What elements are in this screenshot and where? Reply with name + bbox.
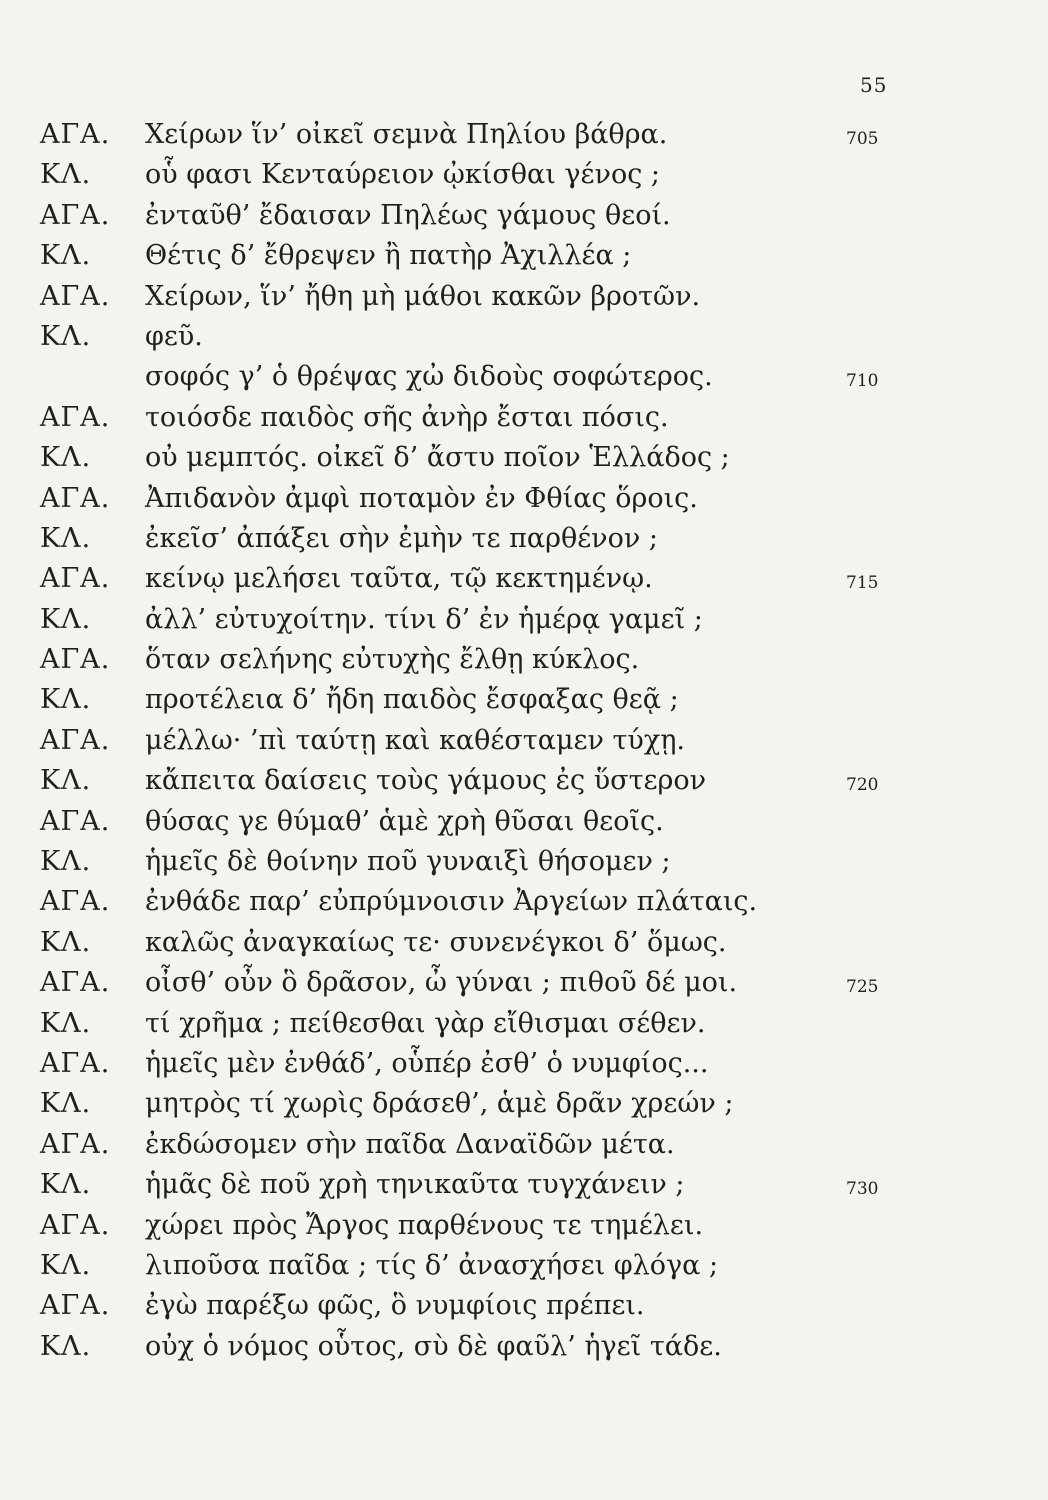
verse-line: [40, 438, 1010, 478]
line-number: 710: [846, 371, 879, 392]
verse-line: [40, 923, 1010, 963]
speaker-label: ΚΛ.: [40, 320, 92, 352]
verse-line: [40, 479, 1010, 519]
verse-text: ὅταν σελήνης εὐτυχὴς ἔλθῃ κύκλος.: [145, 644, 640, 676]
verse-line: [40, 1004, 1010, 1044]
speaker-label: ΚΛ.: [40, 684, 92, 716]
verse-text: οἶσθ’ οὖν ὃ δρᾶσον, ὦ γύναι ; πιθοῦ δέ μοι.: [145, 967, 738, 999]
verse-text: ἡμεῖς δὲ θοίνην ποῦ γυναιξὶ θήσομεν ;: [145, 846, 671, 878]
speaker-label: ΑΓΑ.: [40, 1290, 111, 1322]
verse-line: [40, 1084, 1010, 1124]
speaker-label: ΚΛ.: [40, 1088, 92, 1120]
verse-line: [40, 1206, 1010, 1246]
verse-line: [40, 963, 1010, 1003]
speaker-label: ΚΛ.: [40, 240, 92, 272]
verse-line: [40, 1246, 1010, 1286]
verse-line: [40, 640, 1010, 680]
verse-text: φεῦ.: [145, 320, 203, 352]
verse-text: λιποῦσα παῖδα ; τίς δ’ ἀνασχήσει φλόγα ;: [145, 1249, 719, 1281]
speaker-label: ΑΓΑ.: [40, 1128, 111, 1160]
verse-line: [40, 236, 1010, 276]
speaker-label: ΑΓΑ.: [40, 563, 111, 595]
line-number: 715: [846, 573, 879, 594]
verse-text: οὗ φασι Κενταύρειον ᾠκίσθαι γένος ;: [145, 159, 661, 191]
verse-text: ἐνθάδε παρ’ εὐπρύμνοισιν Ἀργείων πλάταις.: [145, 886, 758, 918]
speaker-label: ΚΛ.: [40, 1007, 92, 1039]
verse-line: [40, 277, 1010, 317]
verse-text: οὐ μεμπτός. οἰκεῖ δ’ ἄστυ ποῖον Ἑλλάδος ;: [145, 442, 730, 474]
speaker-label: ΑΓΑ.: [40, 1047, 111, 1079]
speaker-label: ΑΓΑ.: [40, 199, 111, 231]
speaker-label: ΚΛ.: [40, 1330, 92, 1362]
verse-text: τί χρῆμα ; πείθεσθαι γὰρ εἴθισμαι σέθεν.: [145, 1007, 706, 1039]
speaker-label: ΚΛ.: [40, 1249, 92, 1281]
verse-text: ἐνταῦθ’ ἔδαισαν Πηλέως γάμους θεοί.: [145, 199, 671, 231]
speaker-label: ΑΓΑ.: [40, 967, 111, 999]
speaker-label: ΚΛ.: [40, 765, 92, 797]
verse-text: προτέλεια δ’ ἤδη παιδὸς ἔσφαξας θεᾷ ;: [145, 684, 679, 716]
verse-line: [40, 680, 1010, 720]
verse-text: μέλλω· ’πὶ ταύτῃ καὶ καθέσταμεν τύχῃ.: [145, 724, 685, 756]
line-number: 725: [846, 977, 879, 998]
verse-line: [40, 882, 1010, 922]
verse-line: [40, 1165, 1010, 1205]
verse-line: [40, 196, 1010, 236]
verse-text: Θέτις δ’ ἔθρεψεν ἢ πατὴρ Ἀχιλλέα ;: [145, 240, 632, 272]
page-number: 55: [860, 73, 888, 97]
verse-text: ἡμᾶς δὲ ποῦ χρὴ τηνικαῦτα τυγχάνειν ;: [145, 1169, 685, 1201]
verse-text: ἐκεῖσ’ ἀπάξει σὴν ἐμὴν τε παρθένον ;: [145, 522, 658, 554]
verse-line: [40, 357, 1010, 397]
verse-text: ἡμεῖς μὲν ἐνθάδ’, οὗπέρ ἐσθ’ ὁ νυμφίος...: [145, 1047, 709, 1079]
speaker-label: ΑΓΑ.: [40, 886, 111, 918]
verse-text: τοιόσδε παιδὸς σῆς ἀνὴρ ἔσται πόσις.: [145, 401, 669, 433]
speaker-label: ΑΓΑ.: [40, 401, 111, 433]
verse-text: καλῶς ἀναγκαίως τε· συνενέγκοι δ’ ὅμως.: [145, 926, 727, 958]
verse-text: Χείρων ἵν’ οἰκεῖ σεμνὰ Πηλίου βάθρα.: [145, 119, 668, 150]
speaker-label: ΚΛ.: [40, 159, 92, 191]
verse-line: [40, 721, 1010, 761]
verse-text: χώρει πρὸς Ἄργος παρθένους τε τημέλει.: [145, 1209, 704, 1241]
verse-text: κείνῳ μελήσει ταῦτα, τῷ κεκτημένῳ.: [145, 563, 653, 595]
verse-line: [40, 1327, 1010, 1367]
verse-line: [40, 115, 1010, 155]
speaker-label: ΚΛ.: [40, 603, 92, 635]
line-number: 705: [846, 129, 879, 149]
verse-line: [40, 317, 1010, 357]
speaker-label: ΑΓΑ.: [40, 724, 111, 756]
verse-text: σοφός γ’ ὁ θρέψας χὠ διδοὺς σοφώτερος.: [145, 361, 713, 393]
speaker-label: ΑΓΑ.: [40, 280, 111, 312]
speaker-label: ΚΛ.: [40, 522, 92, 554]
verse-text: μητρὸς τί χωρὶς δράσεθ’, ἁμὲ δρᾶν χρεών ;: [145, 1088, 734, 1120]
verse-text: Ἀπιδανὸν ἀμφὶ ποταμὸν ἐν Φθίας ὅροις.: [145, 482, 698, 514]
verse-line: [40, 842, 1010, 882]
verse-line: [40, 1044, 1010, 1084]
verse-line: [40, 519, 1010, 559]
speaker-label: ΑΓΑ.: [40, 119, 111, 150]
verse-lines: [40, 115, 1010, 1367]
line-number: 730: [846, 1179, 879, 1200]
speaker-label: ΚΛ.: [40, 1169, 92, 1201]
speaker-label: ΑΓΑ.: [40, 482, 111, 514]
verse-text: κἄπειτα δαίσεις τοὺς γάμους ἐς ὕστερον: [145, 765, 707, 797]
speaker-label: ΚΛ.: [40, 926, 92, 958]
verse-line: [40, 761, 1010, 801]
speaker-label: ΑΓΑ.: [40, 805, 111, 837]
verse-line: [40, 155, 1010, 195]
speaker-label: ΚΛ.: [40, 846, 92, 878]
speaker-label: ΑΓΑ.: [40, 1209, 111, 1241]
verse-text: ἐκδώσομεν σὴν παῖδα Δαναϊδῶν μέτα.: [145, 1128, 675, 1160]
verse-text: Χείρων, ἵν’ ἤθη μὴ μάθοι κακῶν βροτῶν.: [145, 280, 701, 312]
verse-line: [40, 600, 1010, 640]
verse-line: [40, 559, 1010, 599]
verse-text: ἀλλ’ εὐτυχοίτην. τίνι δ’ ἐν ἡμέρᾳ γαμεῖ ;: [145, 603, 703, 635]
verse-line: [40, 1286, 1010, 1326]
verse-text: οὐχ ὁ νόμος οὗτος, σὺ δὲ φαῦλ’ ἡγεῖ τάδε.: [145, 1330, 722, 1362]
speaker-label: ΑΓΑ.: [40, 644, 111, 676]
line-number: 720: [846, 775, 879, 796]
verse-line: [40, 1125, 1010, 1165]
speaker-label: ΚΛ.: [40, 442, 92, 474]
verse-text: θύσας γε θύμαθ’ ἁμὲ χρὴ θῦσαι θεοῖς.: [145, 805, 664, 837]
verse-line: [40, 802, 1010, 842]
verse-line: [40, 398, 1010, 438]
verse-text: ἐγὼ παρέξω φῶς, ὃ νυμφίοις πρέπει.: [145, 1290, 645, 1322]
